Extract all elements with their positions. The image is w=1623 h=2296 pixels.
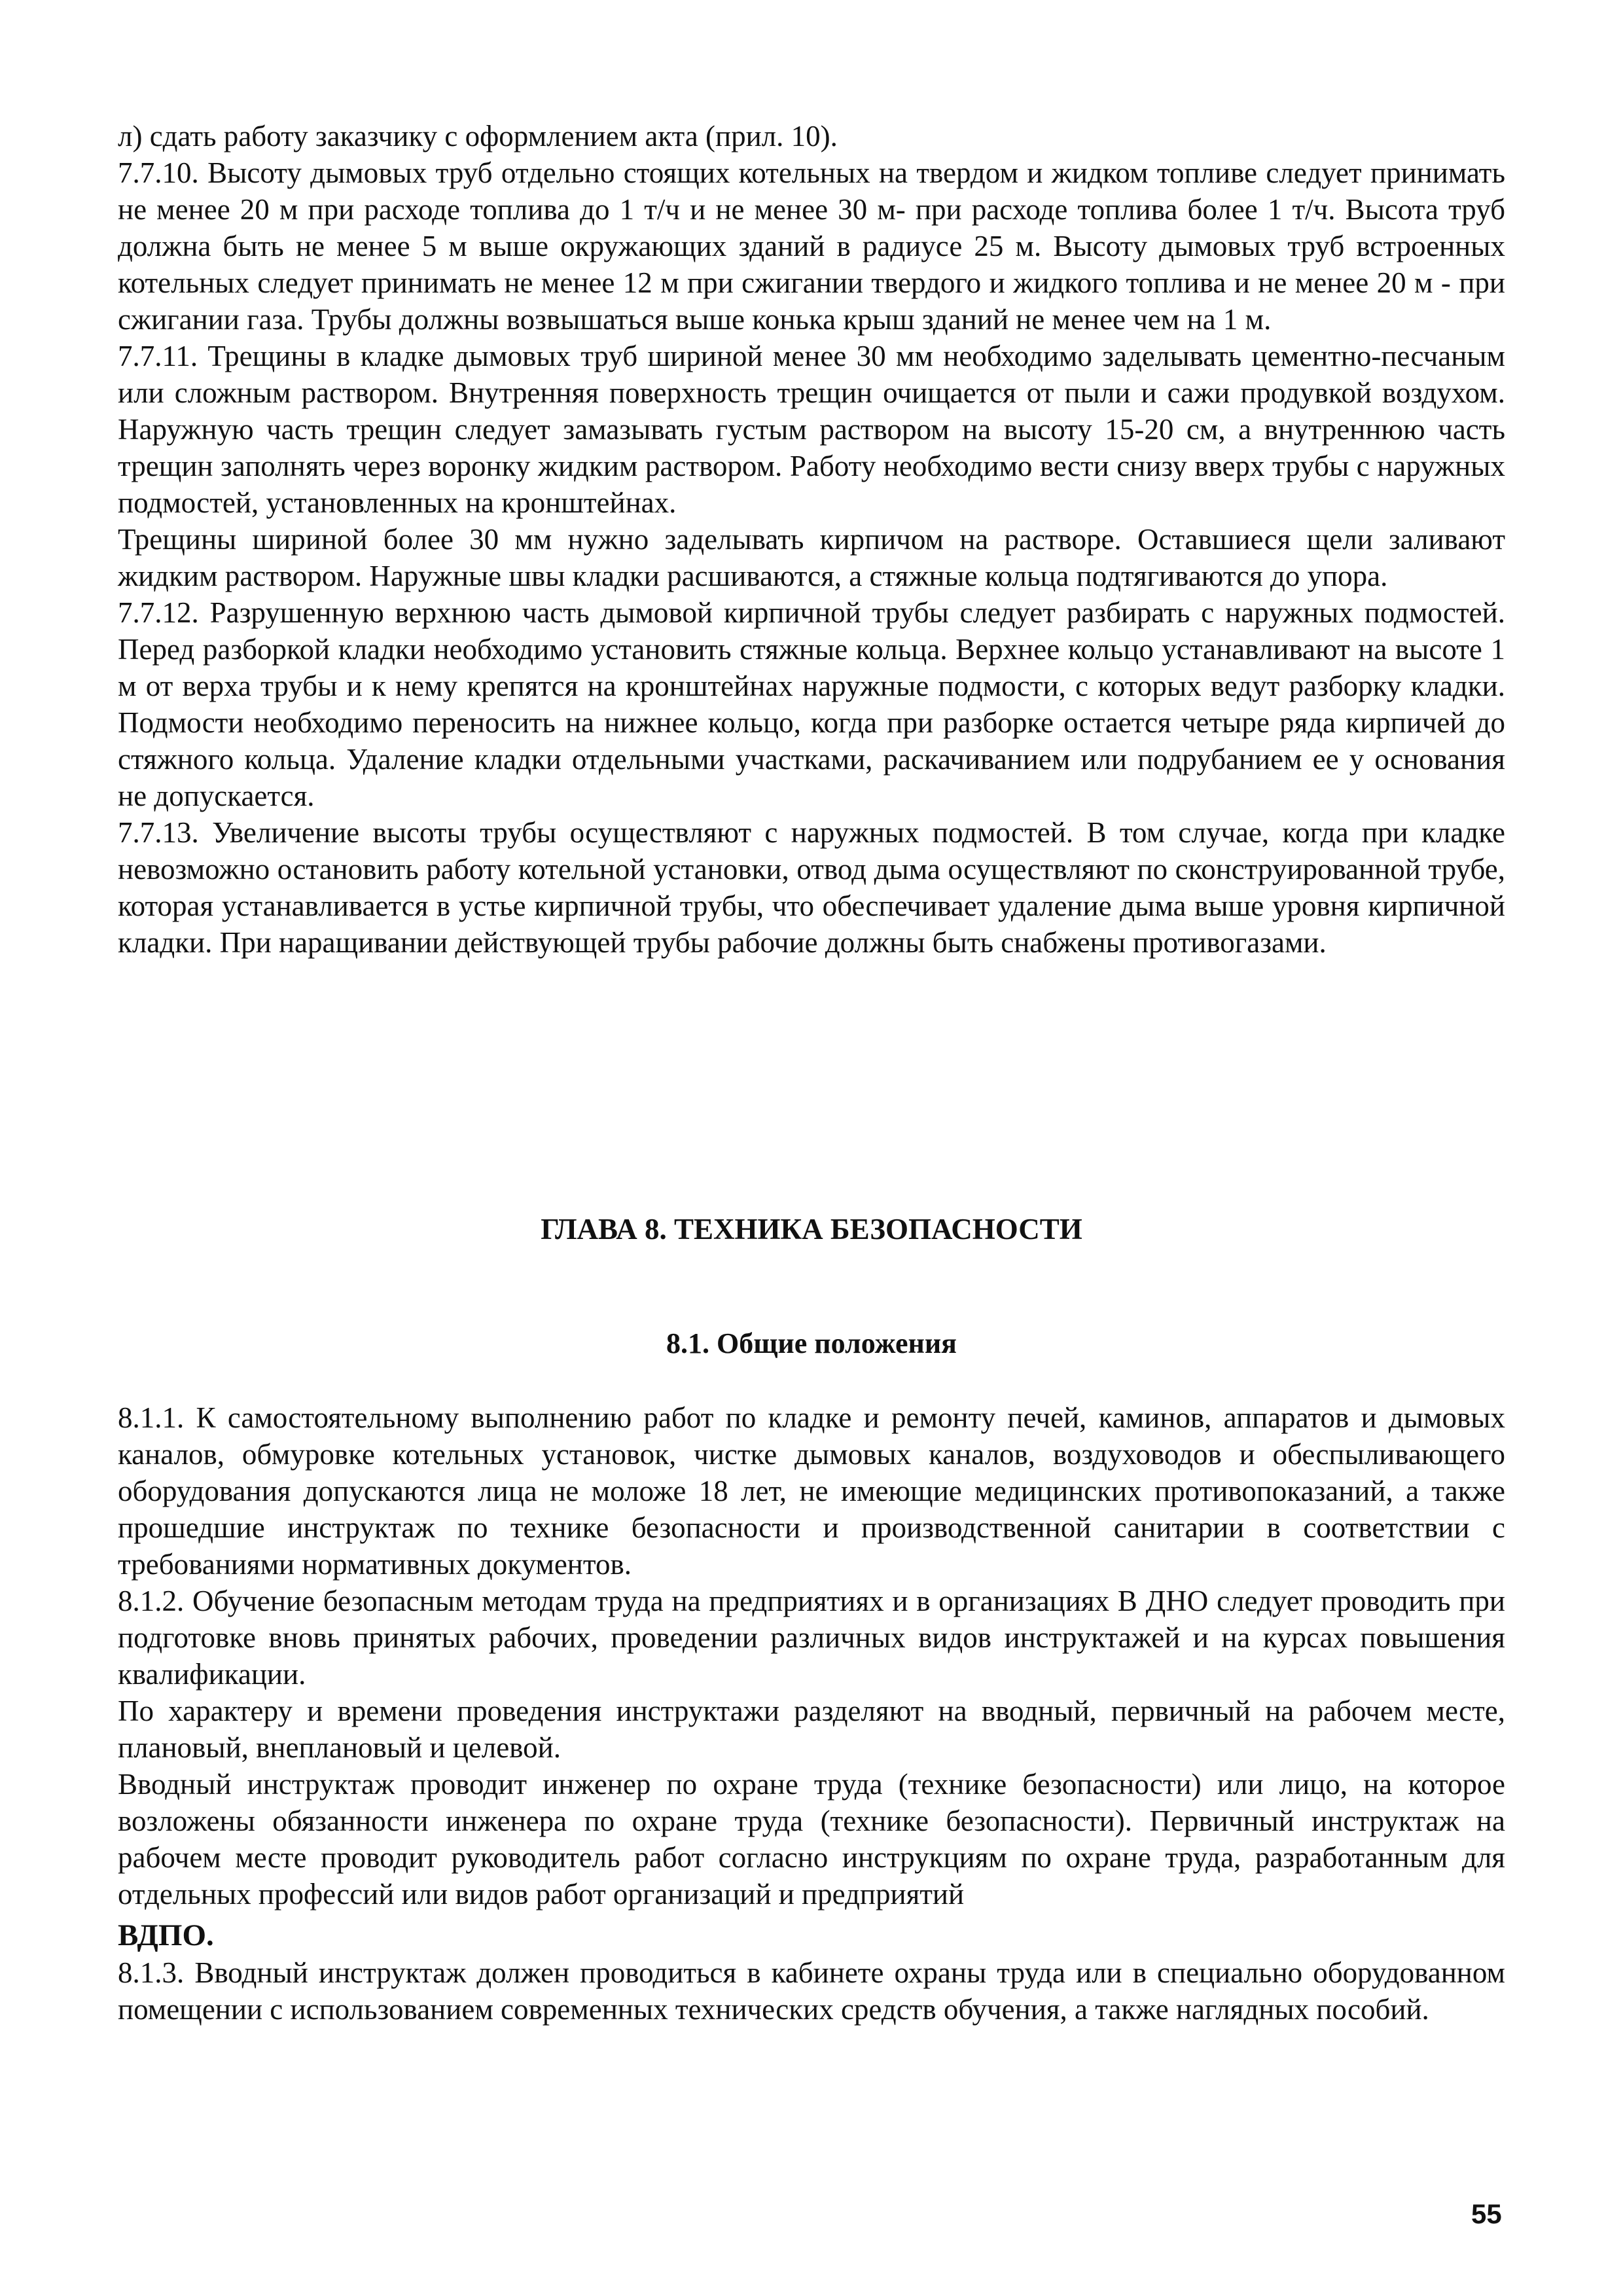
- top-text-block: [118, 118, 1505, 961]
- section-title: 8.1. Общие положения: [666, 1327, 957, 1359]
- paragraph-briefing-types: По характеру и времени проведения инструктажи разделяют на вводный, первичный на рабочем месте, плановый, внеплановый и целевой.: [118, 1695, 1505, 1764]
- paragraph-8-1-3: 8.1.3. Вводный инструктаж должен проводиться в кабинете охраны труда или в специально оборудованном помещении с использованием современных технических средств обучения, а также наглядных пособий.: [118, 1956, 1505, 2026]
- paragraph-introductory-briefing: Вводный инструктаж проводит инженер по охране труда (технике безопасности) или лицо, на которое возложены обязанности инженера по охране труда (технике безопасности). Первичный инструктаж на рабочем месте проводит руководитель работ согласно инструкциям по охране труда, разработанным для отдельных профессий или видов работ организаций и предприятий: [118, 1768, 1505, 1910]
- paragraph-7-7-13: 7.7.13. Увеличение высоты трубы осуществляют с наружных подмостей. В том случае, когда при кладке невозможно остановить работу котельной установки, отвод дыма осуществляют по сконструированной трубе, которая устанавливается в устье кирпичной трубы, что обеспечивает удаление дыма выше уровня кирпичной кладки. При наращивании действующей трубы рабочие должны быть снабжены противогазами.: [118, 816, 1505, 959]
- paragraph-8-1-2: 8.1.2. Обучение безопасным методам труда на предприятиях и в организациях В ДНО следует проводить при подготовке вновь принятых рабочих, проведении различных видов инструктажей и на курсах повышения квалификации.: [118, 1585, 1505, 1691]
- document-page: [118, 118, 1505, 2026]
- paragraph-item-l: л) сдать работу заказчику с оформлением акта (прил. 10).: [118, 120, 838, 152]
- paragraph-7-7-11: 7.7.11. Трещины в кладке дымовых труб шириной менее 30 мм необходимо заделывать цементно-песчаным или сложным раствором. Внутренняя поверхность трещин очищается от пыли и сажи продувкой воздухом. Наружную часть трещин следует замазывать густым раствором на высоту 15-20 см, а внутреннюю часть трещин заполнять через воронку жидким раствором. Работу необходимо вести снизу вверх трубы с наружных подмостей, установленных на кронштейнах.: [118, 340, 1505, 519]
- page-number: 55: [1471, 2198, 1502, 2229]
- paragraph-7-7-12: 7.7.12. Разрушенную верхнюю часть дымовой кирпичной трубы следует разбирать с наружных подмостей. Перед разборкой кладки необходимо установить стяжные кольца. Верхнее кольцо устанавливают на высоте 1 м от верха трубы и к нему крепятся на кронштейнах наружные подмости, с которых ведут разборку кладки. Подмости необходимо переносить на нижнее кольцо, когда при разборке остается четыре ряда кирпичей до стяжного кольца. Удаление кладки отдельными участками, раскачиванием или подрубанием ее у основания не допускается.: [118, 596, 1505, 812]
- paragraph-cracks-wide: Трещины шириной более 30 мм нужно заделывать кирпичом на растворе. Оставшиеся щели заливают жидким раствором. Наружные швы кладки расшиваются, а стяжные кольца подтягиваются до упора.: [118, 523, 1505, 592]
- section-text-block: [118, 1399, 1505, 2028]
- chapter-title: ГЛАВА 8. ТЕХНИКА БЕЗОПАСНОСТИ: [541, 1213, 1082, 1246]
- paragraph-bold-tail: ВДПО.: [118, 1918, 214, 1952]
- paragraph-7-7-10: 7.7.10. Высоту дымовых труб отдельно стоящих котельных на твердом и жидком топливе следует принимать не менее 20 м при расходе топлива до 1 т/ч и не менее 30 м- при расходе топлива более 1 т/ч. Высота труб должна быть не менее 5 м выше окружающих зданий в радиусе 25 м. Высоту дымовых труб встроенных котельных следует принимать не менее 12 м при сжигании твердого и жидкого топлива и не менее 20 м - при сжигании газа. Трубы должны возвышаться выше конька крыш зданий не менее чем на 1 м.: [118, 156, 1505, 336]
- paragraph-8-1-1: 8.1.1. К самостоятельному выполнению работ по кладке и ремонту печей, каминов, аппаратов и дымовых каналов, обмуровке котельных установок, чистке дымовых каналов, воздуховодов и обеспыливающего оборудования допускаются лица не моложе 18 лет, не имеющие медицинских противопоказаний, а также прошедшие инструктаж по технике безопасности и производственной санитарии в соответствии с требованиями нормативных документов.: [118, 1401, 1505, 1581]
